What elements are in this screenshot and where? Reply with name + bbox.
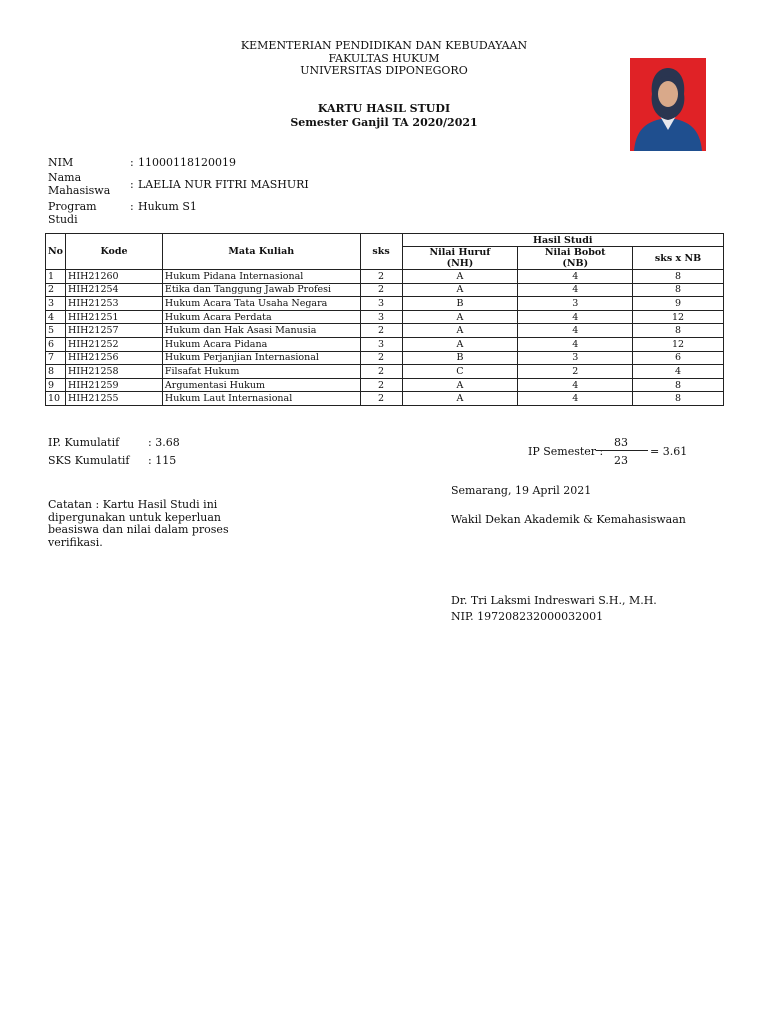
table-row	[46, 392, 724, 406]
cell-mata-kuliah: Etika dan Tanggung Jawab Profesi	[162, 283, 360, 297]
student-portrait-image	[630, 58, 706, 151]
cell-mata-kuliah: Hukum Acara Tata Usaha Negara	[162, 297, 360, 311]
header-sks-x-nb: sks x NB	[633, 247, 724, 270]
header-nilai-huruf	[402, 247, 518, 270]
cell-nilai-bobot: 4	[518, 392, 633, 406]
cell-no: 7	[46, 351, 66, 365]
program-row	[48, 200, 348, 226]
table-row	[46, 324, 724, 338]
cell-sks-x-nb: 8	[633, 378, 724, 392]
cell-nilai-huruf: A	[402, 324, 518, 338]
cell-mata-kuliah: Hukum Acara Pidana	[162, 337, 360, 351]
cell-sks: 2	[360, 324, 402, 338]
cell-nilai-bobot: 4	[518, 283, 633, 297]
cell-sks: 2	[360, 392, 402, 406]
cell-sks-x-nb: 6	[633, 351, 724, 365]
header-nilai-huruf-line2: (NH)	[446, 258, 474, 269]
cell-mata-kuliah: Hukum Pidana Internasional	[162, 270, 360, 284]
cell-mata-kuliah: Hukum Laut Internasional	[162, 392, 360, 406]
ip-kumulatif-label: IP. Kumulatif	[48, 436, 120, 449]
cell-nilai-bobot: 2	[518, 365, 633, 379]
document-title-main: KARTU HASIL STUDI	[317, 102, 451, 115]
cell-sks-x-nb: 4	[633, 365, 724, 379]
cell-no: 4	[46, 310, 66, 324]
cell-sks-x-nb: 12	[633, 310, 724, 324]
header-nilai-bobot	[518, 247, 633, 270]
ip-kumulatif-value: : 3.68	[148, 436, 180, 449]
cell-kode: HIH21260	[66, 270, 163, 284]
cell-kode: HIH21257	[66, 324, 163, 338]
cell-sks-x-nb: 8	[633, 392, 724, 406]
cell-sks: 2	[360, 351, 402, 365]
name-label	[48, 172, 128, 197]
cell-mata-kuliah: Hukum dan Hak Asasi Manusia	[162, 324, 360, 338]
signatory-name: Dr. Tri Laksmi Indreswari S.H., M.H.	[451, 594, 657, 607]
cell-no: 9	[46, 378, 66, 392]
nim-row	[48, 157, 348, 171]
cell-nilai-bobot: 4	[518, 378, 633, 392]
cell-no: 8	[46, 365, 66, 379]
cell-nilai-huruf: A	[402, 337, 518, 351]
cell-kode: HIH21253	[66, 297, 163, 311]
cell-mata-kuliah: Hukum Acara Perdata	[162, 310, 360, 324]
table-row	[46, 351, 724, 365]
cell-sks-x-nb: 8	[633, 324, 724, 338]
cell-nilai-huruf: A	[402, 270, 518, 284]
ip-semester-fraction	[596, 436, 646, 468]
ministry-name: KEMENTERIAN PENDIDIKAN DAN KEBUDAYAAN	[240, 39, 528, 52]
table-row	[46, 297, 724, 311]
signature-position: Wakil Dekan Akademik & Kemahasiswaan	[451, 513, 686, 526]
cell-sks: 3	[360, 310, 402, 324]
header-nilai-bobot-line2: (NB)	[562, 258, 589, 269]
cell-nilai-bobot: 3	[518, 297, 633, 311]
nim-colon: :	[130, 156, 134, 169]
cell-nilai-huruf: A	[402, 392, 518, 406]
cell-nilai-bobot: 4	[518, 324, 633, 338]
faculty-name: FAKULTAS HUKUM	[328, 51, 440, 65]
ip-semester-result: = 3.61	[650, 445, 688, 458]
cell-nilai-bobot: 4	[518, 270, 633, 284]
cell-nilai-huruf: A	[402, 283, 518, 297]
cell-nilai-huruf: A	[402, 378, 518, 392]
cell-mata-kuliah: Argumentasi Hukum	[162, 378, 360, 392]
cell-sks-x-nb: 12	[633, 337, 724, 351]
header-nilai-huruf-line1: Nilai Huruf	[429, 247, 491, 258]
name-row	[48, 172, 348, 198]
signatory-nip: NIP. 197208232000032001	[451, 610, 604, 623]
name-value: LAELIA NUR FITRI MASHURI	[138, 178, 309, 191]
cell-nilai-bobot: 4	[518, 337, 633, 351]
header-hasil-studi: Hasil Studi	[402, 234, 723, 247]
cell-sks: 3	[360, 297, 402, 311]
cell-no: 1	[46, 270, 66, 284]
cell-kode: HIH21252	[66, 337, 163, 351]
ip-semester-denominator: 23	[614, 454, 628, 467]
cell-no: 5	[46, 324, 66, 338]
table-row	[46, 337, 724, 351]
cell-sks: 2	[360, 365, 402, 379]
university-name: UNIVERSITAS DIPONEGORO	[300, 64, 468, 77]
name-label-line2: Mahasiswa	[48, 183, 111, 197]
cell-kode: HIH21251	[66, 310, 163, 324]
header-no: No	[46, 234, 66, 270]
header-mata-kuliah: Mata Kuliah	[162, 234, 360, 270]
table-row	[46, 365, 724, 379]
ip-semester-numerator: 83	[614, 436, 628, 449]
table-row	[46, 283, 724, 297]
table-row	[46, 270, 724, 284]
cell-kode: HIH21254	[66, 283, 163, 297]
student-photo	[630, 58, 706, 151]
program-colon: :	[130, 200, 134, 213]
cell-no: 6	[46, 337, 66, 351]
cell-kode: HIH21256	[66, 351, 163, 365]
cell-sks: 2	[360, 378, 402, 392]
cell-nilai-bobot: 4	[518, 310, 633, 324]
program-label: Program Studi	[48, 200, 97, 226]
signature-place-date: Semarang, 19 April 2021	[451, 484, 592, 497]
nim-label: NIM	[48, 156, 74, 169]
cell-nilai-bobot: 3	[518, 351, 633, 365]
table-row	[46, 378, 724, 392]
cell-no: 10	[46, 392, 66, 406]
cell-no: 3	[46, 297, 66, 311]
cell-sks-x-nb: 8	[633, 270, 724, 284]
nim-value: 11000118120019	[138, 156, 236, 169]
header-sks: sks	[360, 234, 402, 270]
cell-sks: 2	[360, 283, 402, 297]
cell-kode: HIH21255	[66, 392, 163, 406]
name-colon: :	[130, 178, 134, 191]
cell-nilai-huruf: B	[402, 297, 518, 311]
header-nilai-bobot-line1: Nilai Bobot	[544, 247, 606, 258]
cell-kode: HIH21259	[66, 378, 163, 392]
cell-nilai-huruf: C	[402, 365, 518, 379]
ip-semester-label: IP Semester :	[528, 445, 604, 458]
grades-table-body	[46, 270, 724, 406]
cell-nilai-huruf: B	[402, 351, 518, 365]
grades-table	[45, 233, 724, 406]
document-title-semester: Semester Ganjil TA 2020/2021	[290, 115, 478, 129]
cell-no: 2	[46, 283, 66, 297]
sks-kumulatif-label: SKS Kumulatif	[48, 454, 130, 467]
cell-nilai-huruf: A	[402, 310, 518, 324]
cell-sks: 2	[360, 270, 402, 284]
program-value: Hukum S1	[138, 200, 197, 213]
header-kode: Kode	[66, 234, 163, 270]
sks-kumulatif-value: : 115	[148, 454, 177, 467]
name-label-line1: Nama	[48, 171, 82, 184]
cell-sks-x-nb: 9	[633, 297, 724, 311]
catatan-note: Catatan : Kartu Hasil Studi ini dipergunakan untuk keperluan beasiswa dan nilai dalam proses verifikasi.	[48, 498, 229, 549]
cell-kode: HIH21258	[66, 365, 163, 379]
cell-sks: 3	[360, 337, 402, 351]
table-row	[46, 310, 724, 324]
cell-mata-kuliah: Hukum Perjanjian Internasional	[162, 351, 360, 365]
cell-sks-x-nb: 8	[633, 283, 724, 297]
cell-mata-kuliah: Filsafat Hukum	[162, 365, 360, 379]
